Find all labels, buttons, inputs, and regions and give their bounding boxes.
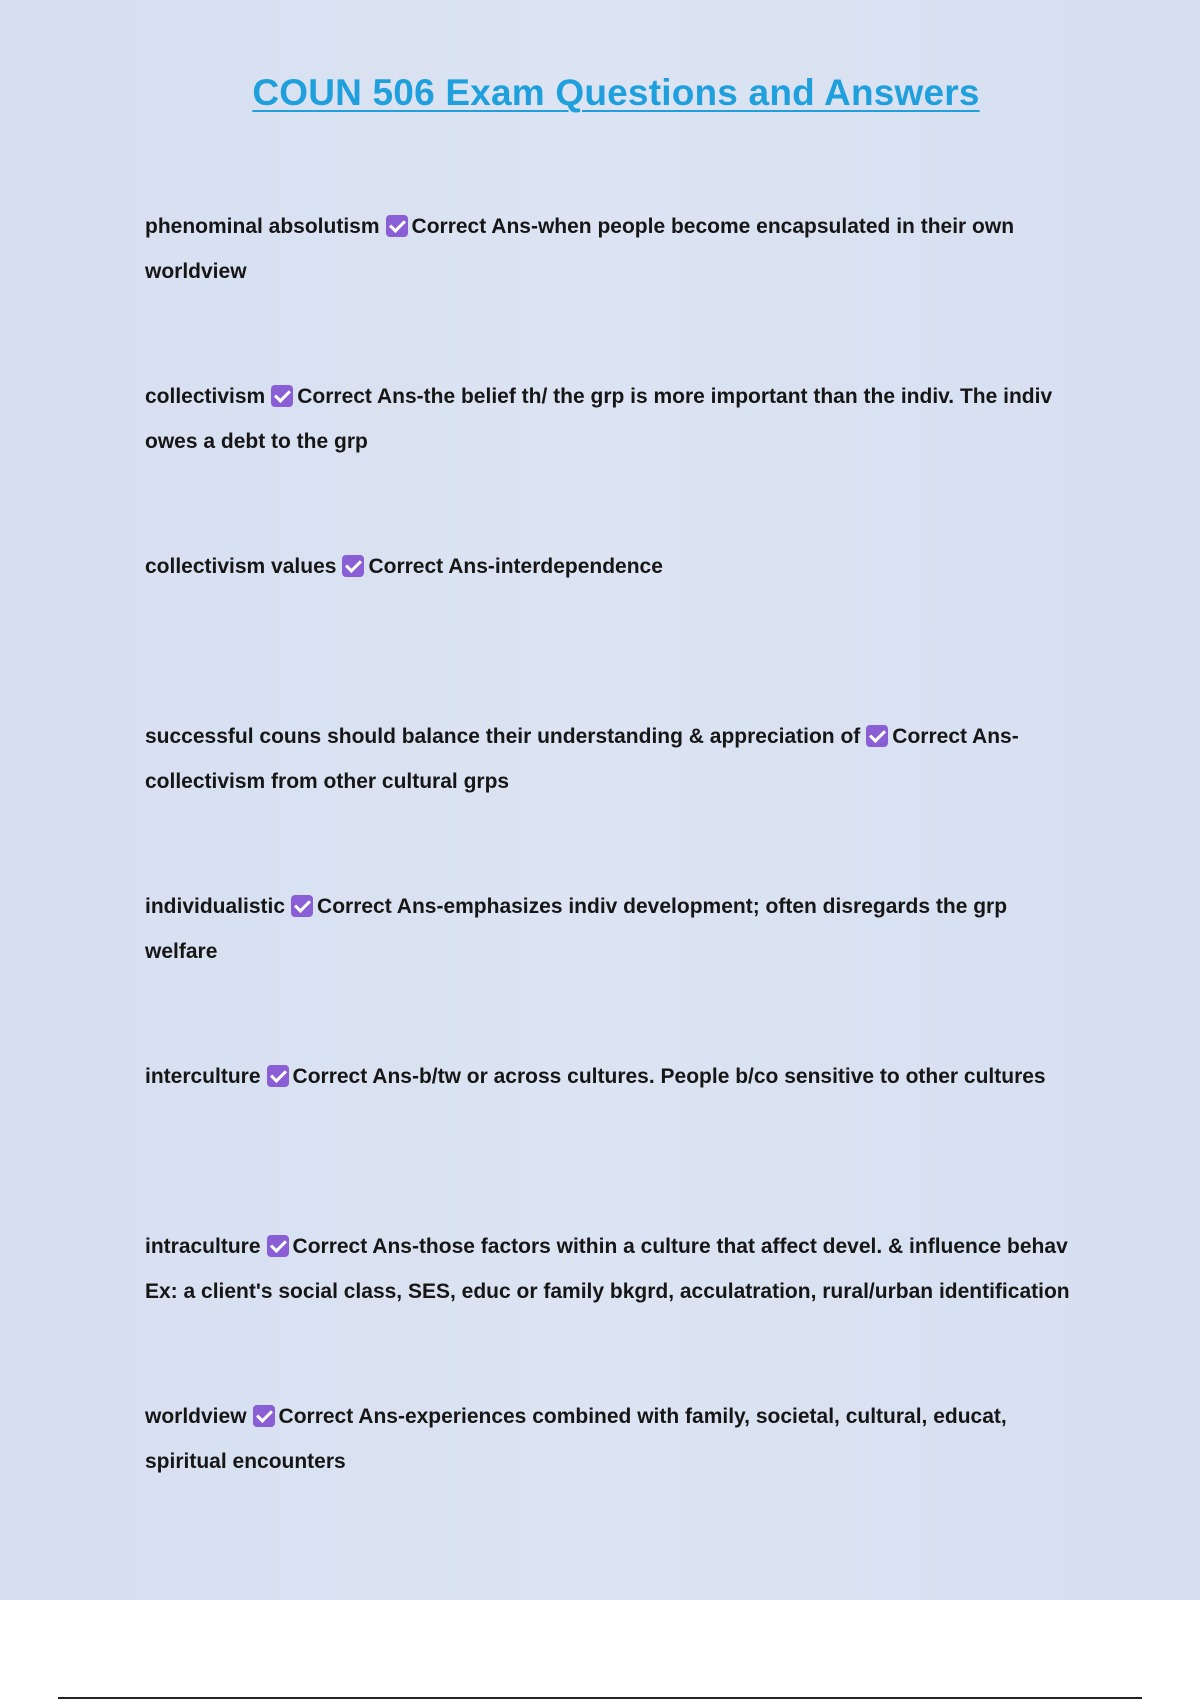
- footer-divider: [58, 1697, 1142, 1699]
- qa-item: [145, 1224, 1085, 1314]
- qa-term: worldview: [145, 1405, 247, 1428]
- checkbox-checked-icon: [271, 385, 293, 407]
- checkbox-checked-icon: [866, 725, 888, 747]
- qa-term: successful couns should balance their understanding & appreciation of: [145, 725, 861, 748]
- qa-term: phenominal absolutism: [145, 215, 380, 238]
- qa-answer: Correct Ans-collectivism from other cultural grps: [145, 725, 1019, 793]
- qa-term: collectivism: [145, 385, 266, 408]
- qa-item: [145, 204, 1085, 294]
- qa-answer: Correct Ans-experiences combined with family, societal, cultural, educat, spiritual encounters: [145, 1405, 1007, 1473]
- document-title: COUN 506 Exam Questions and Answers: [252, 72, 980, 113]
- checkbox-checked-icon: [386, 215, 408, 237]
- qa-item: [145, 884, 1085, 974]
- qa-term: intraculture: [145, 1235, 261, 1258]
- qa-answer: Correct Ans-the belief th/ the grp is more important than the indiv. The indiv owes a debt to the grp: [145, 385, 1053, 453]
- checkbox-checked-icon: [267, 1235, 289, 1257]
- qa-answer: Correct Ans-emphasizes indiv development; often disregards the grp welfare: [145, 895, 1008, 963]
- qa-answer: Correct Ans-b/tw or across cultures. People b/co sensitive to other cultures: [292, 1065, 1046, 1088]
- qa-answer: Correct Ans-interdependence: [368, 555, 663, 578]
- qa-item: [145, 1394, 1085, 1484]
- question-answer-list: [145, 204, 1085, 1564]
- qa-answer: Correct Ans-those factors within a culture that affect devel. & influence behav Ex: a client's social class, SES, educ or family bkgrd, acculatration, rural/urban identification: [145, 1235, 1070, 1303]
- qa-term: individualistic: [145, 895, 286, 918]
- qa-term: interculture: [145, 1065, 261, 1088]
- checkbox-checked-icon: [253, 1405, 275, 1427]
- checkbox-checked-icon: [342, 555, 364, 577]
- checkbox-checked-icon: [291, 895, 313, 917]
- qa-item: [145, 1054, 1085, 1099]
- checkbox-checked-icon: [267, 1065, 289, 1087]
- qa-term: collectivism values: [145, 555, 337, 578]
- qa-item: [145, 544, 1085, 589]
- qa-item: [145, 714, 1085, 804]
- qa-answer: Correct Ans-when people become encapsulated in their own worldview: [145, 215, 1015, 283]
- qa-item: [145, 374, 1085, 464]
